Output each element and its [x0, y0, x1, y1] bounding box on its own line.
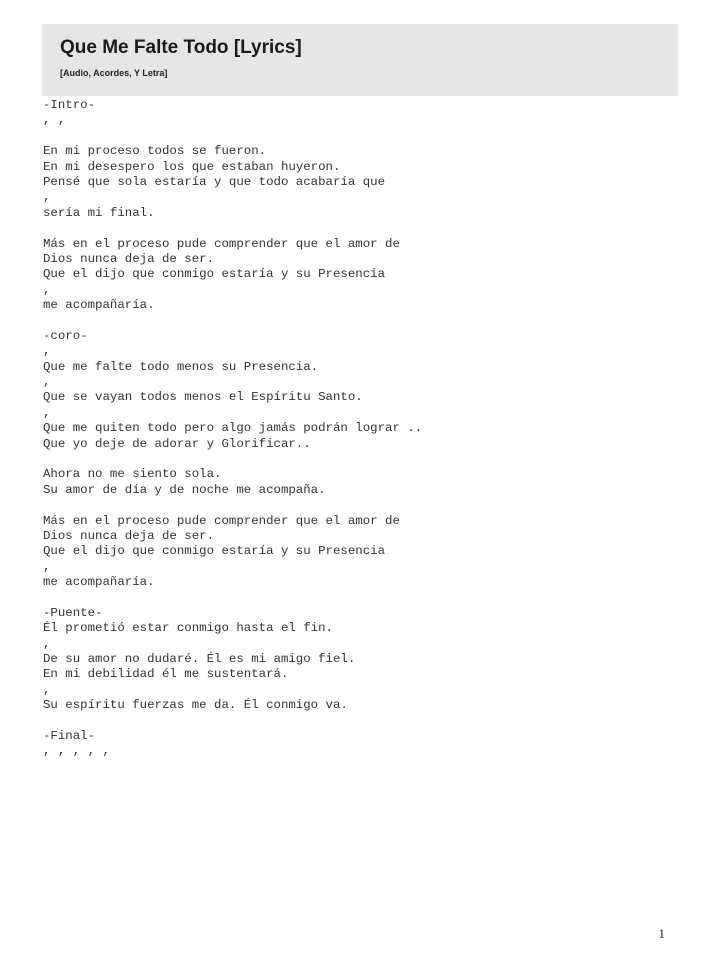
lyric-line: De su amor no dudaré. Él es mi amigo fiel. — [43, 652, 356, 667]
lyric-line: , , — [43, 113, 66, 128]
lyric-line: Dios nunca deja de ser. — [43, 528, 215, 543]
lyric-line: Pensé que sola estaría y que todo acabaría que — [43, 174, 386, 189]
lyric-line: , — [43, 190, 51, 205]
lyric-line: Que me quiten todo pero algo jamás podrán lograr .. — [43, 421, 423, 436]
lyric-line: En mi desespero los que estaban huyeron. — [43, 159, 341, 174]
lyric-line: , — [43, 344, 51, 359]
lyric-line: , , , , , — [43, 744, 110, 759]
lyric-line: , — [43, 282, 51, 297]
document-subtitle: [Audio, Acordes, Y Letra] — [60, 68, 168, 78]
lyric-line: sería mi final. — [43, 205, 155, 220]
lyric-line: Que yo deje de adorar y Glorificar.. — [43, 436, 311, 451]
lyric-line: Que el dijo que conmigo estaría y su Presencia — [43, 544, 386, 559]
lyric-line: Él prometió estar conmigo hasta el fin. — [43, 621, 333, 636]
lyric-line — [43, 591, 683, 606]
lyric-line: me acompañaría. — [43, 575, 155, 590]
lyric-line: Más en el proceso pude comprender que el amor de — [43, 513, 400, 528]
lyric-line: -Final- — [43, 729, 96, 744]
lyric-line: Que el dijo que conmigo estaría y su Presencia — [43, 267, 386, 282]
lyric-line: Dios nunca deja de ser. — [43, 251, 215, 266]
lyric-line: me acompañaría. — [43, 298, 155, 313]
document-header — [42, 24, 678, 96]
page-number: 1 — [658, 926, 665, 941]
lyric-line: Que me falte todo menos su Presencia. — [43, 359, 319, 374]
lyric-line — [43, 714, 683, 729]
lyric-line: Su amor de día y de noche me acompaña. — [43, 482, 326, 497]
lyric-line: Que se vayan todos menos el Espíritu Santo. — [43, 390, 363, 405]
lyric-line: -Intro- — [43, 98, 96, 112]
lyric-line: , — [43, 559, 51, 574]
lyric-line: Más en el proceso pude comprender que el amor de — [43, 236, 400, 251]
lyric-line: , — [43, 405, 51, 420]
lyric-line: Ahora no me siento sola. — [43, 467, 222, 482]
document-title: Que Me Falte Todo [Lyrics] — [60, 37, 302, 58]
lyric-line — [43, 129, 683, 144]
lyrics-body — [43, 98, 683, 760]
lyric-line: En mi debilidad él me sustentará. — [43, 667, 289, 682]
lyric-line: , — [43, 636, 51, 651]
lyric-line: -Puente- — [43, 605, 103, 620]
lyric-line: -coro- — [43, 328, 88, 343]
lyric-line — [43, 221, 683, 236]
lyric-line: En mi proceso todos se fueron. — [43, 144, 267, 159]
lyric-line: , — [43, 682, 51, 697]
lyric-line — [43, 452, 683, 467]
lyric-line — [43, 313, 683, 328]
lyric-line: Su espíritu fuerzas me da. Él conmigo va. — [43, 698, 348, 713]
lyric-line — [43, 498, 683, 513]
lyric-line: , — [43, 375, 51, 390]
